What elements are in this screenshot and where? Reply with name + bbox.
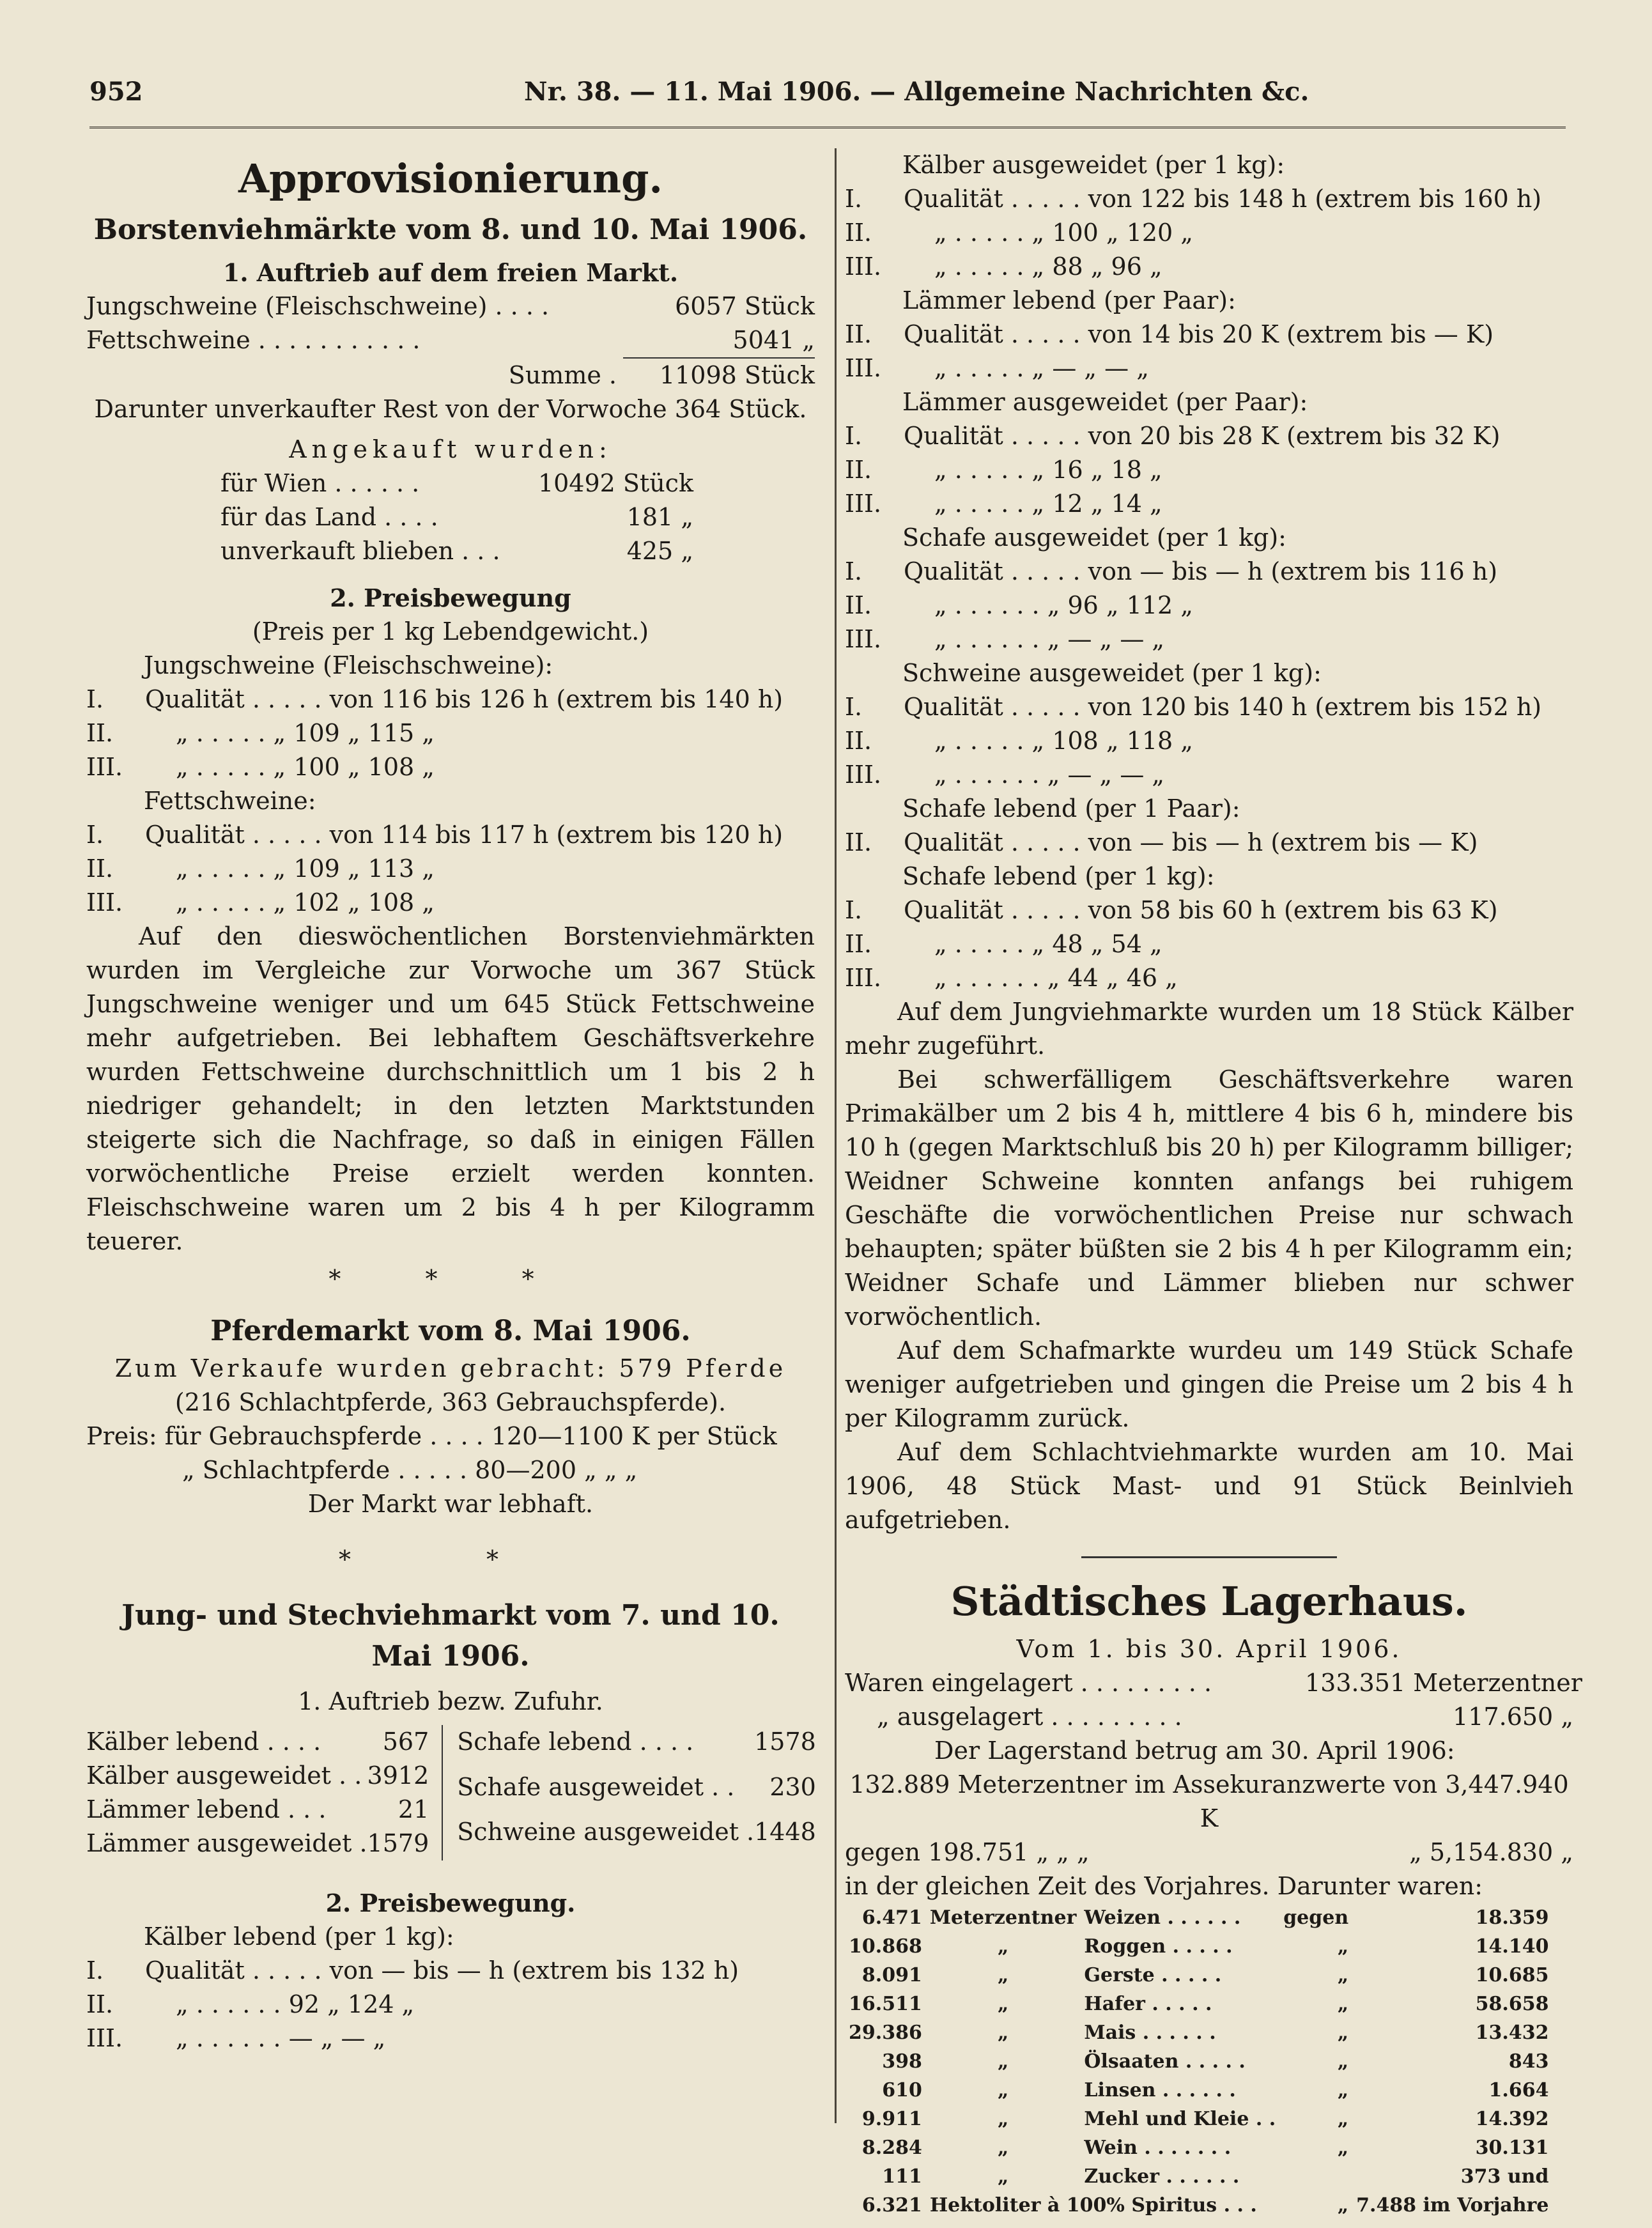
stock-gegen: „	[1337, 2108, 1349, 2130]
stock-gegen: „	[1337, 2050, 1349, 2073]
stock-qty: 6.471	[861, 1907, 922, 1929]
quality-label: III.	[845, 252, 882, 281]
stock-unit: „	[997, 1964, 1009, 1986]
stock-item: Mais . . . . . .	[1084, 2022, 1216, 2044]
stock-gegen: gegen	[1283, 1907, 1349, 1929]
table-row: Lämmer ausgeweidet . 1579	[86, 1829, 429, 1857]
price-row: II. „ . . . . . . 92 „ 124 „	[86, 1990, 415, 2018]
table-row	[845, 1932, 1552, 1961]
price-text: Qualität . . . . . von 58 bis 60 h (extrem bis 63 K)	[904, 896, 1498, 924]
auftrieb-table-left	[86, 1725, 443, 1861]
stock-qty: 610	[882, 2079, 922, 2101]
stock-qty: 29.386	[849, 2022, 922, 2044]
page-header	[89, 77, 1566, 112]
stock-prev: 18.359	[1475, 1907, 1549, 1929]
table-row	[845, 2191, 1552, 2220]
price-row	[845, 216, 1573, 250]
list-item: Fettschweine . . . . . . . . . . . 5041 „	[86, 323, 815, 359]
price-row	[845, 182, 1573, 216]
running-title: Nr. 38. — 11. Mai 1906. — Allgemeine Nachrichten &c.	[524, 77, 1309, 107]
list-item: für Wien . . . . . . 10492 Stück	[220, 469, 693, 497]
price-row	[845, 352, 1573, 385]
stock-prev: 14.392	[1475, 2108, 1549, 2130]
auftrieb-heading: 1. Auftrieb auf dem freien Markt.	[222, 258, 679, 287]
pferde-line2: (216 Schlachtpferde, 363 Gebrauchspferde).	[174, 1388, 727, 1416]
stock-gegen: „	[1337, 1935, 1349, 1958]
price-row	[845, 250, 1573, 284]
stock-unit: „	[997, 2165, 1009, 2188]
quality-label: III.	[845, 354, 882, 382]
table-row	[845, 1990, 1552, 2018]
stock-prev: 373 und	[1460, 2165, 1549, 2188]
table-row	[845, 1903, 1552, 1932]
borsten-paragraph: Auf den dieswöchentlichen Borstenviehmärkten wurden im Vergleiche zur Vorwoche um 367 Stück Jungschweine weniger und um 645 Stück Fettschweine mehr aufgetrieben. Bei lebhaftem Geschäftsverkehre wurden Fettschweine durchschnittlich um 1 bis 2 h niedriger gehandelt; in den letzten Marktstunden steigerte sich die Nachfrage, so daß in einigen Fällen vorwöchentliche Preise erzielt werden konnten. Fleischschweine waren um 2 bis 4 h per Kilogramm teuerer.	[86, 922, 815, 1255]
stock-qty: 9.911	[861, 2108, 922, 2130]
stock-prev: 10.685	[1475, 1964, 1549, 1986]
kaelber-lebend-prices	[86, 1954, 815, 2055]
price-row	[845, 419, 1573, 453]
stock-item: Gerste . . . . .	[1084, 1964, 1222, 1986]
price-row	[845, 453, 1573, 487]
market-paragraph: Auf dem Schafmarkte wurdeu um 149 Stück Schafe weniger aufgetrieben und gingen die Preise um 2 bis 4 h per Kilogramm zurück.	[845, 1336, 1573, 1432]
stock-prev: 7.488 im Vorjahre	[1356, 2194, 1549, 2216]
list-item: für das Land . . . . 181 „	[220, 503, 693, 531]
lagerhaus-sub: Vom 1. bis 30. April 1906.	[1016, 1635, 1402, 1663]
jung-stech-auftrieb-heading: 1. Auftrieb bezw. Zufuhr.	[298, 1687, 603, 1715]
stock-gegen: „	[1337, 1993, 1349, 2015]
quality-label: III.	[845, 761, 882, 789]
stock-qty: 8.091	[861, 1964, 922, 1986]
list-item: unverkauft blieben . . . 425 „	[220, 537, 693, 565]
price-row: I. Qualität . . . . . von 116 bis 126 h (extrem bis 140 h)	[86, 685, 784, 713]
price-row	[845, 555, 1573, 589]
stock-item: Hafer . . . . .	[1084, 1993, 1212, 2015]
price-group-label: Schafe lebend (per 1 kg):	[902, 862, 1215, 890]
stock-item: Linsen . . . . . .	[1084, 2079, 1236, 2101]
stock-item: Zucker . . . . . .	[1084, 2165, 1240, 2188]
kaelber-lebend-label: Kälber lebend (per 1 kg):	[144, 1922, 454, 1951]
price-row: I. Qualität . . . . . von 114 bis 117 h (extrem bis 120 h)	[86, 821, 784, 849]
stock-item: Ölsaaten . . . . .	[1084, 2050, 1246, 2073]
header-rule	[89, 127, 1566, 128]
price-group-label: Kälber ausgeweidet (per 1 kg):	[902, 151, 1285, 179]
pferde-preis1: Preis: für Gebrauchspferde . . . . 120—1100 K per Stück	[86, 1422, 777, 1450]
quality-label: II.	[845, 828, 872, 856]
price-text: „ . . . . . . „ 44 „ 46 „	[934, 964, 1178, 992]
price-text: „ . . . . . „ 88 „ 96 „	[934, 252, 1162, 281]
stock-qty: 398	[882, 2050, 922, 2073]
table-row: Schweine ausgeweidet . 1448	[457, 1818, 816, 1846]
lagerhaus-line: „ ausgelagert . . . . . . . . . 117.650 „	[877, 1703, 1573, 1731]
market-paragraph: Auf dem Jungviehmarkte wurden um 18 Stück Kälber mehr zugeführt.	[845, 998, 1573, 1060]
list-item: Summe . 11098 Stück	[508, 361, 815, 389]
lagerhaus-line: gegen 198.751 „ „ „ „ 5,154.830 „	[845, 1838, 1573, 1866]
price-text: Qualität . . . . . von 120 bis 140 h (extrem bis 152 h)	[904, 693, 1542, 721]
price-groups	[845, 148, 1573, 995]
table-row: Lämmer lebend . . . 21	[86, 1795, 429, 1823]
pferde-preis2: „ Schlachtpferde . . . . . 80—200 „ „ „	[182, 1456, 638, 1484]
stock-prev: 30.131	[1475, 2137, 1549, 2159]
stock-unit: „	[997, 2137, 1009, 2159]
price-text: „ . . . . . „ 108 „ 118 „	[934, 727, 1193, 755]
stock-gegen: „	[1337, 2079, 1349, 2101]
auftrieb-table	[86, 1725, 815, 1861]
table-row	[845, 2076, 1552, 2105]
quality-label: II.	[845, 456, 872, 484]
price-group-label: Schweine ausgeweidet (per 1 kg):	[902, 659, 1322, 687]
stock-gegen: „	[1337, 2194, 1349, 2216]
list-item: Jungschweine (Fleischschweine) . . . . 6057 Stück	[86, 292, 815, 320]
price-row	[845, 724, 1573, 758]
stock-item: Wein . . . . . . .	[1084, 2137, 1231, 2159]
section-title: Approvisionierung.	[238, 155, 663, 202]
stock-unit: „	[997, 2022, 1009, 2044]
quality-label: I.	[845, 422, 863, 450]
rest-line: Darunter unverkaufter Rest von der Vorwoche 364 Stück.	[94, 395, 807, 423]
price-text: „ . . . . . „ 100 „ 120 „	[934, 219, 1193, 247]
stock-gegen	[1279, 2162, 1352, 2191]
stock-item: Mehl und Kleie . .	[1084, 2108, 1276, 2130]
stock-qty: 6.321	[861, 2194, 922, 2216]
pferde-line1: Zum Verkaufe wurden gebracht: 579 Pferde	[114, 1354, 787, 1382]
stock-prev: 13.432	[1475, 2022, 1549, 2044]
price-row	[845, 487, 1573, 521]
stock-gegen: „	[1337, 1964, 1349, 1986]
price-row: II. „ . . . . . „ 109 „ 113 „	[86, 855, 435, 883]
price-text: „ . . . . . „ — „ — „	[934, 354, 1149, 382]
lagerhaus-line: Waren eingelagert . . . . . . . . . 133.351 Meterzentner	[845, 1669, 1582, 1697]
price-text: „ . . . . . . „ — „ — „	[934, 761, 1165, 789]
price-text: „ . . . . . „ 48 „ 54 „	[934, 930, 1162, 958]
table-row	[845, 2162, 1552, 2191]
left-column	[86, 148, 815, 2055]
angekauft-list	[86, 467, 693, 568]
stock-qty: 10.868	[849, 1935, 922, 1958]
quality-label: II.	[845, 930, 872, 958]
stock-unit: Meterzentner	[929, 1907, 1077, 1929]
quality-label: I.	[845, 185, 863, 213]
stock-unit: „	[997, 1935, 1009, 1958]
price-text: „ . . . . . . „ — „ — „	[934, 625, 1165, 653]
fett-prices	[86, 818, 815, 920]
table-row: Kälber lebend . . . . 567	[86, 1728, 429, 1756]
stock-unit: „	[997, 1993, 1009, 2015]
price-text: Qualität . . . . . von — bis — h (extrem bis — K)	[904, 828, 1478, 856]
pferde-markt: Der Markt war lebhaft.	[307, 1490, 594, 1518]
price-text: „ . . . . . . „ 96 „ 112 „	[934, 591, 1193, 619]
auftrieb-list	[86, 290, 815, 392]
column-divider	[835, 148, 837, 2123]
price-row	[845, 826, 1573, 860]
section-rule	[1081, 1556, 1337, 1558]
market-paragraph: Auf dem Schlachtviehmarkte wurden am 10. Mai 1906, 48 Stück Mast- und 91 Stück Beinlvieh aufgetrieben.	[845, 1438, 1573, 1534]
fett-label: Fettschweine:	[144, 787, 316, 815]
quality-label: III.	[845, 625, 882, 653]
price-row	[845, 623, 1573, 656]
price-row	[845, 318, 1573, 352]
pferde-heading: Pferdemarkt vom 8. Mai 1906.	[210, 1315, 691, 1347]
price-row: III. „ . . . . . „ 102 „ 108 „	[86, 888, 435, 917]
table-row	[845, 2133, 1552, 2162]
price-group-label: Lämmer ausgeweidet (per Paar):	[902, 388, 1308, 416]
price-row	[845, 589, 1573, 623]
price-text: „ . . . . . „ 16 „ 18 „	[934, 456, 1162, 484]
price-text: Qualität . . . . . von 14 bis 20 K (extrem bis — K)	[904, 320, 1494, 348]
quality-label: II.	[845, 320, 872, 348]
auftrieb-table-right	[457, 1725, 816, 1861]
price-text: Qualität . . . . . von — bis — h (extrem bis 116 h)	[904, 557, 1498, 585]
stock-prev: 14.140	[1475, 1935, 1549, 1958]
stock-gegen: „	[1337, 2137, 1349, 2159]
price-group-label: Lämmer lebend (per Paar):	[902, 286, 1236, 314]
lagerhaus-line: 132.889 Meterzentner im Assekuranzwerte von 3,447.940 K	[849, 1770, 1569, 1832]
page-number: 952	[89, 77, 143, 107]
stock-qty: 16.511	[849, 1993, 922, 2015]
section-separator: * *	[338, 1545, 563, 1574]
stock-prev: 58.658	[1475, 1993, 1549, 2015]
lagerhaus-heading: Städtisches Lagerhaus.	[950, 1578, 1468, 1625]
stock-qty: 8.284	[861, 2137, 922, 2159]
price-row: III. „ . . . . . . — „ — „	[86, 2024, 386, 2052]
stock-prev: 843	[1508, 2050, 1549, 2073]
jung-stech-heading: Jung- und Stechviehmarkt vom 7. und 10. Mai 1906.	[121, 1599, 780, 1673]
price-row	[845, 758, 1573, 792]
price-row	[845, 690, 1573, 724]
stock-unit: Hektoliter à 100% Spiritus . . .	[929, 2194, 1257, 2216]
right-column	[845, 148, 1582, 2220]
stock-unit: „	[997, 2108, 1009, 2130]
lagerhaus-line: Der Lagerstand betrug am 30. April 1906:	[934, 1737, 1455, 1765]
quality-label: I.	[845, 693, 863, 721]
table-row	[845, 2105, 1552, 2133]
price-row: II. „ . . . . . „ 109 „ 115 „	[86, 719, 435, 747]
table-row: Schafe ausgeweidet . . 230	[457, 1772, 816, 1801]
quality-label: II.	[845, 219, 872, 247]
price-row	[845, 927, 1573, 961]
price-text: Qualität . . . . . von 122 bis 148 h (extrem bis 160 h)	[904, 185, 1542, 213]
quality-label: III.	[845, 964, 882, 992]
table-row	[845, 2047, 1552, 2076]
table-row: Schafe lebend . . . . 1578	[457, 1728, 816, 1756]
borsten-heading: Borstenviehmärkte vom 8. und 10. Mai 1906.	[93, 213, 808, 246]
stock-qty: 111	[882, 2165, 922, 2188]
price-row: I. Qualität . . . . . von — bis — h (extrem bis 132 h)	[86, 1956, 739, 1984]
quality-label: III.	[845, 490, 882, 518]
price-row	[845, 894, 1573, 927]
stock-unit: „	[997, 2050, 1009, 2073]
market-paragraph: Bei schwerfälligem Geschäftsverkehre waren Primakälber um 2 bis 4 h, mittlere 4 bis 6 h, mindere bis 10 h (gegen Marktschluß bis 20 h) per Kilogramm billiger; Weidner Schweine konnten anfangs bei ruhigem Geschäfte die vorwöchentlichen Preise nur schwach behaupten; später büßten sie 2 bis 4 h per Kilogramm ein; Weidner Schafe und Lämmer blieben nur schwer vorwöchentlich.	[845, 1065, 1573, 1331]
quality-label: II.	[845, 727, 872, 755]
jung-prices	[86, 683, 815, 784]
quality-label: II.	[845, 591, 872, 619]
price-row: III. „ . . . . . „ 100 „ 108 „	[86, 753, 435, 781]
section-separator: * * *	[328, 1265, 573, 1293]
jung-label: Jungschweine (Fleischschweine):	[144, 651, 553, 679]
stock-unit: „	[997, 2079, 1009, 2101]
angekauft-heading: Angekauft wurden:	[289, 435, 612, 463]
stock-item: Roggen . . . . .	[1084, 1935, 1233, 1958]
jung-stech-preis-heading: 2. Preisbewegung.	[325, 1889, 576, 1917]
quality-label: I.	[845, 557, 863, 585]
preis-sub: (Preis per 1 kg Lebendgewicht.)	[252, 617, 649, 646]
preis-heading: 2. Preisbewegung	[330, 584, 571, 612]
price-group-label: Schafe lebend (per 1 Paar):	[902, 794, 1240, 823]
table-row	[845, 1961, 1552, 1990]
table-row: Kälber ausgeweidet . . 3912	[86, 1761, 429, 1790]
table-row	[845, 2018, 1552, 2047]
stock-gegen: „	[1337, 2022, 1349, 2044]
price-text: Qualität . . . . . von 20 bis 28 K (extrem bis 32 K)	[904, 422, 1501, 450]
quality-label: I.	[845, 896, 863, 924]
price-text: „ . . . . . „ 12 „ 14 „	[934, 490, 1162, 518]
price-group-label: Schafe ausgeweidet (per 1 kg):	[902, 523, 1286, 552]
stock-prev: 1.664	[1488, 2079, 1549, 2101]
stock-table	[845, 1903, 1552, 2220]
stock-item: Weizen . . . . . .	[1084, 1907, 1241, 1929]
price-row	[845, 961, 1573, 995]
lagerhaus-line: in der gleichen Zeit des Vorjahres. Darunter waren:	[845, 1872, 1483, 1900]
